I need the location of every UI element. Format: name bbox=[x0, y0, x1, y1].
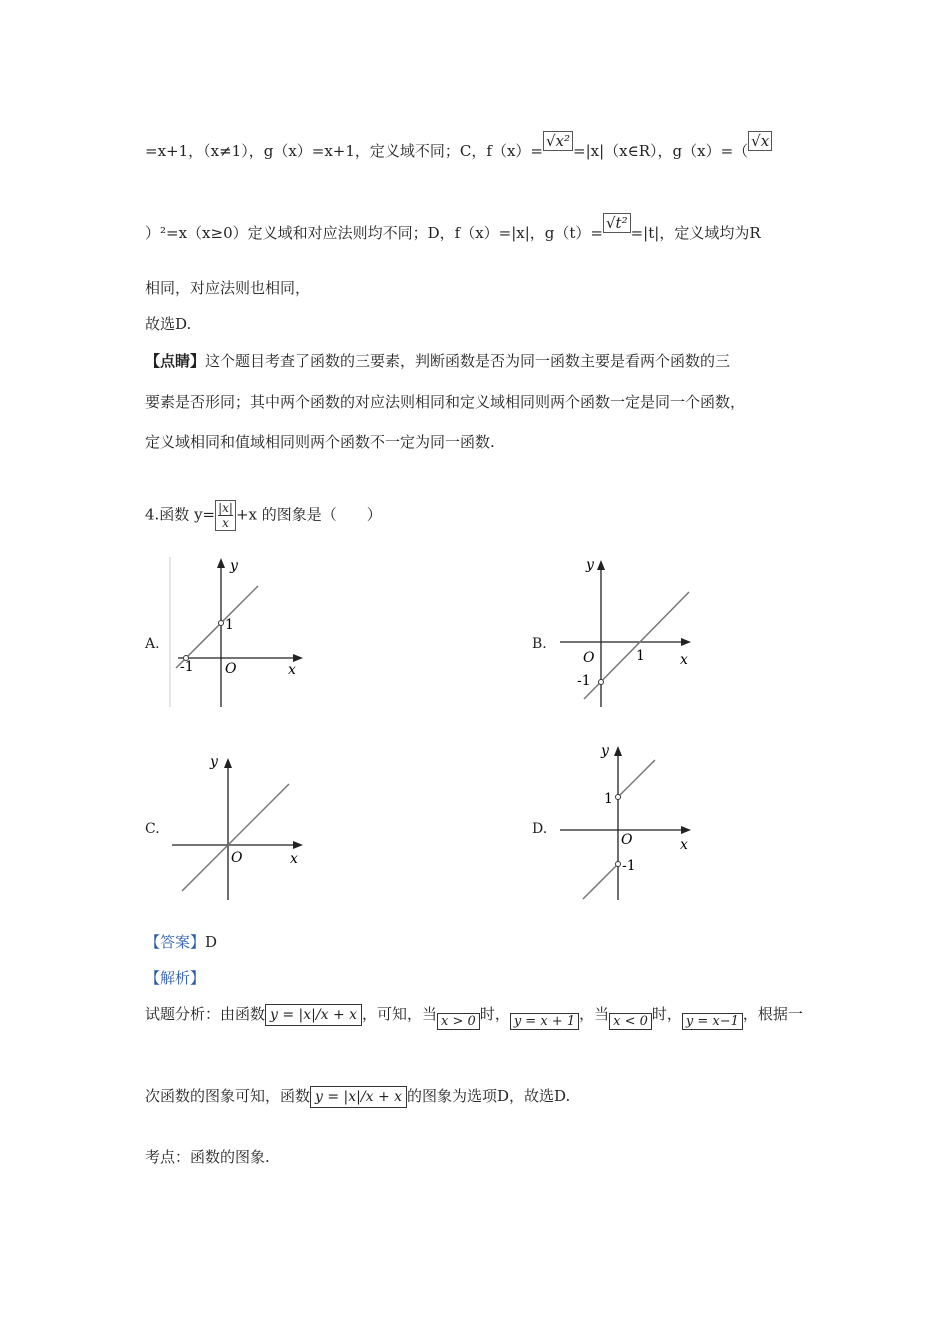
solution-line-4: 故选D. bbox=[145, 315, 192, 333]
graph-b bbox=[556, 552, 701, 712]
graph-d-tick-neg1: -1 bbox=[622, 858, 636, 874]
graph-b-x-label: x bbox=[680, 652, 688, 668]
solution-line-2: ）²=x（x≥0）定义域和对应法则均不同；D，f（x）=|x|，g（t）=√t²=|t|，定义域均为R bbox=[145, 214, 761, 242]
analysis-line-3: 考点：函数的图象. bbox=[145, 1148, 270, 1166]
result-x-minus-1: y = x−1 bbox=[682, 1013, 743, 1030]
graph-d-y-label: y bbox=[601, 743, 609, 759]
answer-line bbox=[145, 931, 217, 952]
tip-line-1: 【点睛】这个题目考查了函数的三要素，判断函数是否为同一函数主要是看两个函数的三 bbox=[145, 352, 731, 370]
graph-d-tick-1: 1 bbox=[604, 791, 613, 807]
option-b-label: B. bbox=[532, 636, 547, 652]
equation-box-1: y = |x|/x + x bbox=[265, 1004, 362, 1026]
option-c-label: C. bbox=[145, 821, 160, 837]
condition-x-negative: x < 0 bbox=[609, 1013, 652, 1030]
graph-b-y-label: y bbox=[586, 557, 594, 573]
graph-a-tick-1: 1 bbox=[225, 617, 234, 633]
equation-box-2: y = |x|/x + x bbox=[310, 1086, 407, 1108]
sqrt-t-squared: √t² bbox=[603, 213, 631, 233]
answer-tag: 【答案】 bbox=[145, 933, 206, 951]
tip-line-2: 要素是否形同；其中两个函数的对应法则相同和定义域相同则两个函数一定是同一个函数， bbox=[145, 393, 746, 411]
graph-c-y-label: y bbox=[210, 754, 218, 770]
solution-line-3: 相同，对应法则也相同， bbox=[145, 279, 311, 297]
analysis-line-1: 试题分析：由函数 y = |x|/x + x ，可知，当 x > 0 时， y = x + 1 ，当 x < 0 时， y = x−1 ，根据一 bbox=[145, 1005, 803, 1029]
option-a-label: A. bbox=[145, 636, 160, 652]
answer-value: D bbox=[205, 933, 218, 951]
solution-line-1: =x+1，（x≠1），g（x）=x+1，定义域不同；C，f（x）=√x²=|x|（x∈R），g（x）=（√x bbox=[145, 140, 772, 161]
sqrt-x-squared: √x² bbox=[543, 131, 573, 151]
graph-d-x-label: x bbox=[680, 837, 688, 853]
graph-b-tick-neg1: -1 bbox=[577, 673, 591, 689]
graph-c-origin: O bbox=[231, 850, 243, 866]
fraction-abs-x-over-x: $\frac{|x|}{x}$ bbox=[215, 500, 236, 531]
analysis-tag: 【解析】 bbox=[145, 969, 206, 987]
result-x-plus-1: y = x + 1 bbox=[510, 1013, 579, 1030]
sqrt-x: √x bbox=[748, 131, 772, 151]
condition-x-positive: x > 0 bbox=[437, 1013, 480, 1030]
tip-line-3: 定义域相同和值域相同则两个函数不一定为同一函数. bbox=[145, 433, 495, 451]
graph-c bbox=[168, 750, 313, 900]
graph-d bbox=[556, 740, 701, 905]
graph-a-origin: O bbox=[225, 661, 237, 677]
graph-a-y-label: y bbox=[230, 558, 238, 574]
graph-b-tick-1: 1 bbox=[636, 648, 645, 664]
graph-d-origin: O bbox=[621, 832, 633, 848]
analysis-line-2: 次函数的图象可知，函数 y = |x|/x + x 的图象为选项D，故选D. bbox=[145, 1085, 570, 1108]
graph-c-x-label: x bbox=[290, 851, 298, 867]
graph-b-origin: O bbox=[583, 650, 595, 666]
graph-a-tick-neg1: -1 bbox=[180, 659, 194, 675]
option-d-label: D. bbox=[532, 821, 548, 837]
question-4: 4.函数 y= $\frac{|x|}{x}$ +x 的图象是（ ） bbox=[145, 501, 382, 530]
analysis-tag-line bbox=[145, 967, 205, 988]
graph-a bbox=[168, 552, 313, 712]
graph-a-x-label: x bbox=[288, 662, 296, 678]
tip-tag: 【点睛】 bbox=[145, 352, 206, 370]
